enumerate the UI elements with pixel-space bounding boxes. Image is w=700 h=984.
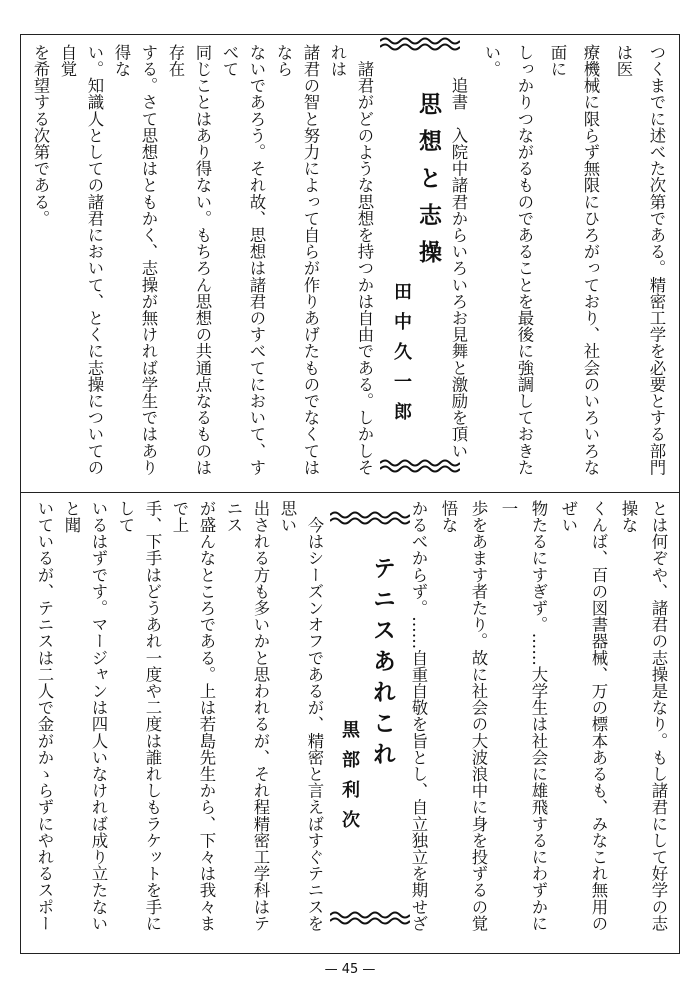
text-column: かるべからず。……自重自敬を旨とし、自立独立を期せざ bbox=[409, 500, 428, 932]
text-column: 同じことはあり得ない。もちろん思想の共通点なるものは存在 bbox=[166, 44, 212, 476]
text-column: つくまでに述べた次第である。精密工学を必要とする部門は医 bbox=[614, 44, 666, 476]
article-body bbox=[28, 44, 378, 484]
article-author: 黒部利次 bbox=[339, 720, 360, 840]
article-author: 田中久一郎 bbox=[391, 282, 412, 432]
text-column: 手、下手はどうあれ一度や二度は誰れしもラケットを手にして bbox=[116, 500, 162, 932]
text-column: 物たるにすぎず。……大学生は社会に雄飛するにわずかに一 bbox=[499, 500, 548, 932]
article-title: テニスあれこれ bbox=[369, 556, 396, 773]
text-column: くんば、百の図書器械、万の標本あるも、みなこれ無用のぜい bbox=[559, 500, 608, 932]
text-column: 追書 入院中諸君からいろいろお見舞と激励を頂い bbox=[449, 77, 468, 459]
text-column: 諸君の智と努力によって自らが作りあげたものでなくてはなら bbox=[274, 44, 320, 476]
text-column: 諸君がどのような思想を持つかは自由である。しかしそれは bbox=[328, 44, 374, 476]
decorative-wave-icon bbox=[380, 36, 460, 52]
previous-article-ending bbox=[438, 44, 673, 484]
text-column: 歩をあます者たり。故に社会の大波浪中に身を投ずるの覚悟な bbox=[439, 500, 488, 932]
text-column: とは何ぞや、諸君の志操是なり。もし諸君にして好学の志操な bbox=[619, 500, 668, 932]
text-column: 今はシーズンオフであるが、精密と言えばすぐテニスを思い bbox=[278, 500, 324, 932]
text-column: しっかりつながるものであることを最後に強調しておきたい。 bbox=[482, 44, 534, 476]
decorative-wave-icon bbox=[330, 910, 410, 926]
text-column: いるはずです。マージャンは四人いなければ成り立たないと聞 bbox=[62, 500, 108, 932]
text-column: いているが、テニスは二人で金がかゝらずにやれるスポー bbox=[35, 500, 54, 932]
decorative-wave-icon bbox=[330, 510, 410, 526]
article-title: 思想と志操 bbox=[415, 92, 442, 277]
decorative-wave-icon bbox=[380, 458, 460, 474]
text-column: が盛んなところである。上は若島先生から、下々は我々まで上 bbox=[170, 500, 216, 932]
page-number: — 45 — bbox=[324, 962, 376, 977]
text-column: を希望する次第である。 bbox=[31, 44, 50, 227]
horizontal-divider bbox=[20, 492, 680, 493]
article-continuation bbox=[400, 500, 673, 944]
text-column: い。知識人としての諸君において、とくに志操についての自覚 bbox=[58, 44, 104, 476]
text-column: 療機械に限らず無限にひろがっており、社会のいろいろな面に bbox=[548, 44, 600, 476]
text-column: する。さて思想はともかく、志操が無ければ学生ではあり得な bbox=[112, 44, 158, 476]
text-column: 出される方も多いかと思われるが、それ程精密工学科はテニス bbox=[224, 500, 270, 932]
article-body bbox=[28, 500, 328, 944]
text-column: ないであろう。それ故、思想は諸君のすべてにおいて、すべて bbox=[220, 44, 266, 476]
